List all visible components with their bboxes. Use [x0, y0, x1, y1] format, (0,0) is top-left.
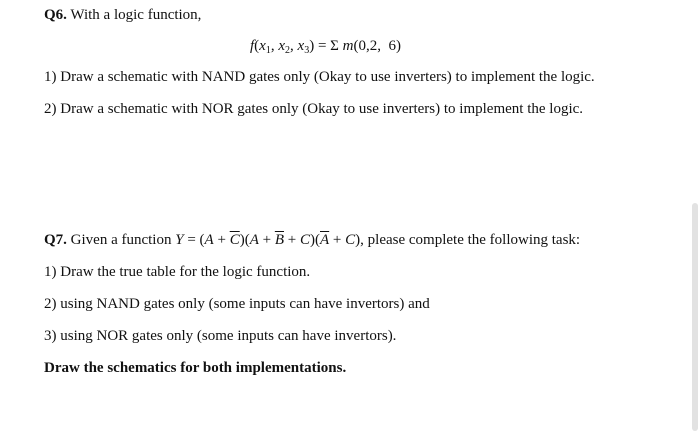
q7-item-1: 1) Draw the true table for the logic function.	[44, 264, 311, 280]
q6-formula	[250, 37, 401, 55]
formula-open-paren: (	[254, 38, 260, 54]
func-plus2: +	[258, 232, 275, 248]
formula-comma-1: ,	[270, 38, 275, 54]
func-plus3: +	[284, 232, 300, 248]
q6-item-2: 2) Draw a schematic with NOR gates only (Okay to use inverters) to implement the logic.	[44, 101, 584, 117]
formula-terms: (0,2, 6)	[353, 38, 401, 54]
func-a1: A	[204, 232, 214, 248]
formula-sub-3: 3	[304, 45, 310, 56]
formula-x2: x	[278, 38, 286, 54]
q7-label: Q7.	[44, 232, 67, 248]
func-a2: A	[249, 232, 259, 248]
q7-item-3: 3) using NOR gates only (some inputs can have invertors).	[44, 328, 397, 344]
func-plus4: +	[329, 232, 346, 248]
formula-sub-2: 2	[285, 45, 291, 56]
formula-close-paren: )	[309, 38, 315, 54]
formula-x1: x	[259, 38, 266, 54]
formula-comma-2: ,	[290, 38, 294, 54]
q7-function	[175, 232, 360, 248]
q6-intro: With a logic function,	[66, 7, 202, 23]
func-end: )	[355, 232, 361, 248]
func-mid2: )(	[310, 232, 320, 248]
q7-heading	[44, 231, 580, 249]
q6-item-1: 1) Draw a schematic with NAND gates only (Okay to use inverters) to implement the logic.	[44, 69, 595, 85]
q7-intro-after: , please complete the following task:	[360, 232, 581, 248]
func-plus1: +	[213, 232, 230, 248]
q7-closing: Draw the schematics for both implementations.	[44, 360, 347, 376]
func-eq: = (	[183, 232, 205, 248]
func-a-bar: $\overline{A}$	[320, 232, 330, 248]
vertical-scrollbar[interactable]	[692, 203, 698, 431]
formula-f: f	[250, 38, 255, 54]
func-c3: C	[345, 232, 356, 248]
func-c2: C	[299, 232, 310, 248]
q6-heading	[44, 6, 201, 24]
func-c-bar: $\overline{C}$	[229, 232, 240, 248]
func-b-bar: $\overline{B}$	[274, 232, 285, 248]
formula-sub-1: 1	[265, 45, 271, 56]
q7-item-2: 2) using NAND gates only (some inputs can have invertors) and	[44, 296, 430, 312]
func-mid1: )(	[239, 232, 250, 248]
formula-x3: x	[297, 38, 305, 54]
q7-intro-before: Given a function	[66, 232, 176, 248]
formula-equals: =	[314, 38, 331, 54]
func-y: Y	[175, 232, 184, 248]
formula-sigma: Σ	[330, 38, 339, 54]
q6-label: Q6.	[44, 7, 67, 23]
formula-m: m	[342, 38, 354, 54]
